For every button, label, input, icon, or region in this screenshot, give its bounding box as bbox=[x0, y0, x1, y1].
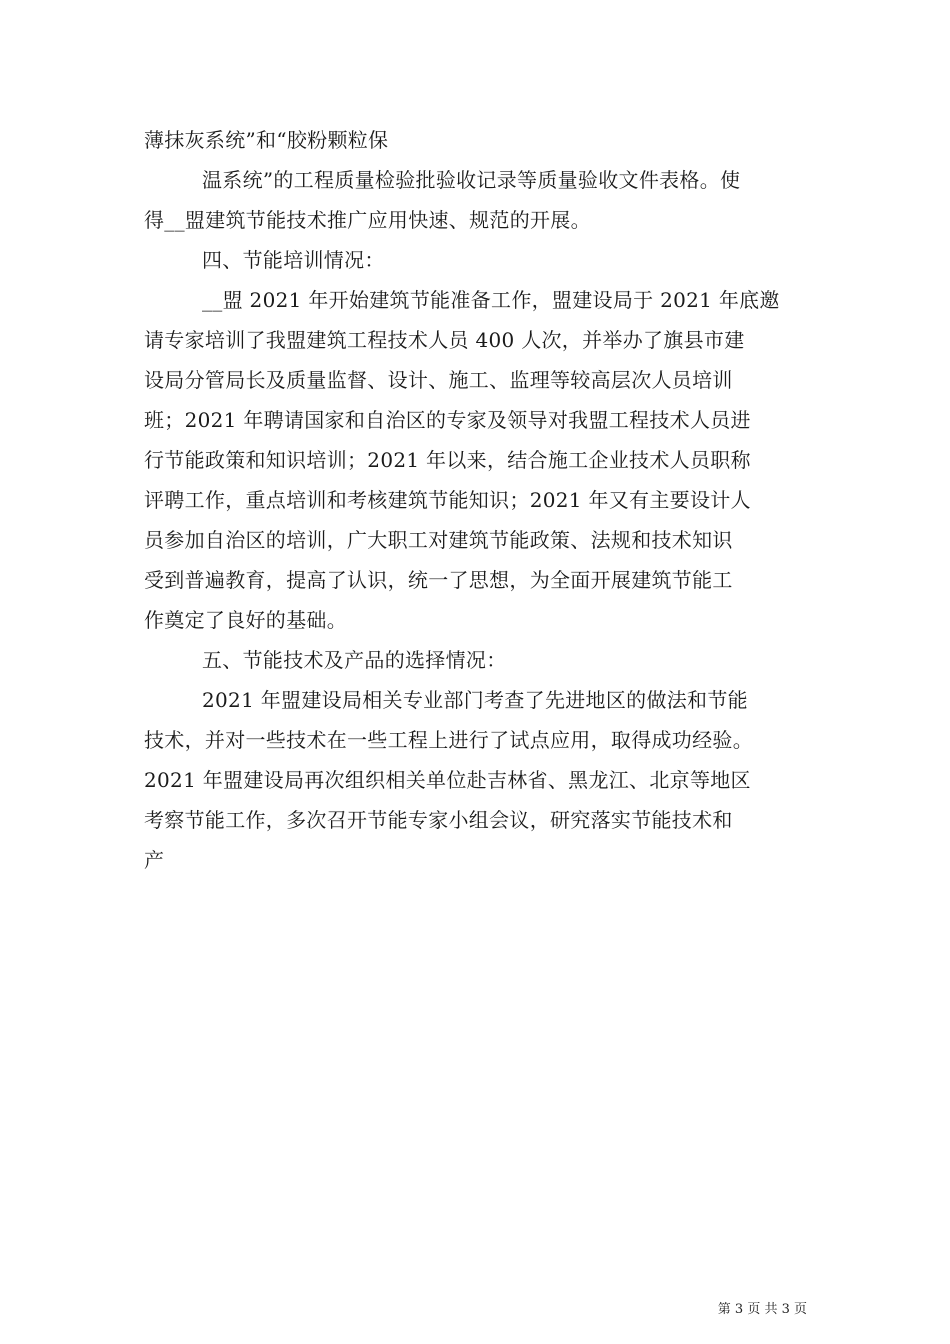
section-heading-training: 四、节能培训情况： bbox=[202, 248, 385, 272]
text-line: 评聘工作，重点培训和考核建筑节能知识；2021 年又有主要设计人 bbox=[144, 488, 751, 512]
text-line: 产 bbox=[144, 848, 165, 872]
text-line: 2021 年盟建设局相关专业部门考查了先进地区的做法和节能 bbox=[202, 688, 748, 712]
text-line: 技术，并对一些技术在一些工程上进行了试点应用，取得成功经验。 bbox=[144, 728, 753, 752]
text-line: 薄抹灰系统”和“胶粉颗粒保 bbox=[144, 128, 389, 152]
text-line: __盟 2021 年开始建筑节能准备工作，盟建设局于 2021 年底邀 bbox=[202, 288, 780, 312]
text-line: 请专家培训了我盟建筑工程技术人员 400 人次，并举办了旗县市建 bbox=[144, 328, 745, 352]
text-line: 考察节能工作，多次召开节能专家小组会议，研究落实节能技术和 bbox=[144, 808, 733, 832]
text-line: 设局分管局长及质量监督、设计、施工、监理等较高层次人员培训 bbox=[144, 368, 733, 392]
text-line: 行节能政策和知识培训；2021 年以来，结合施工企业技术人员职称 bbox=[144, 448, 751, 472]
text-line: 班；2021 年聘请国家和自治区的专家及领导对我盟工程技术人员进 bbox=[144, 408, 751, 432]
text-line: 员参加自治区的培训，广大职工对建筑节能政策、法规和技术知识 bbox=[144, 528, 733, 552]
text-line: 受到普遍教育，提高了认识，统一了思想，为全面开展建筑节能工 bbox=[144, 568, 733, 592]
section-heading-technology: 五、节能技术及产品的选择情况： bbox=[202, 648, 507, 672]
text-line: 作奠定了良好的基础。 bbox=[144, 608, 347, 632]
text-line: 得__盟建筑节能技术推广应用快速、规范的开展。 bbox=[144, 208, 591, 232]
text-line: 2021 年盟建设局再次组织相关单位赴吉林省、黑龙江、北京等地区 bbox=[144, 768, 751, 792]
page-number: 第 3 页 共 3 页 bbox=[717, 1302, 807, 1317]
document-body bbox=[144, 120, 810, 880]
text-line: 温系统”的工程质量检验批验收记录等质量验收文件表格。使 bbox=[202, 168, 741, 192]
